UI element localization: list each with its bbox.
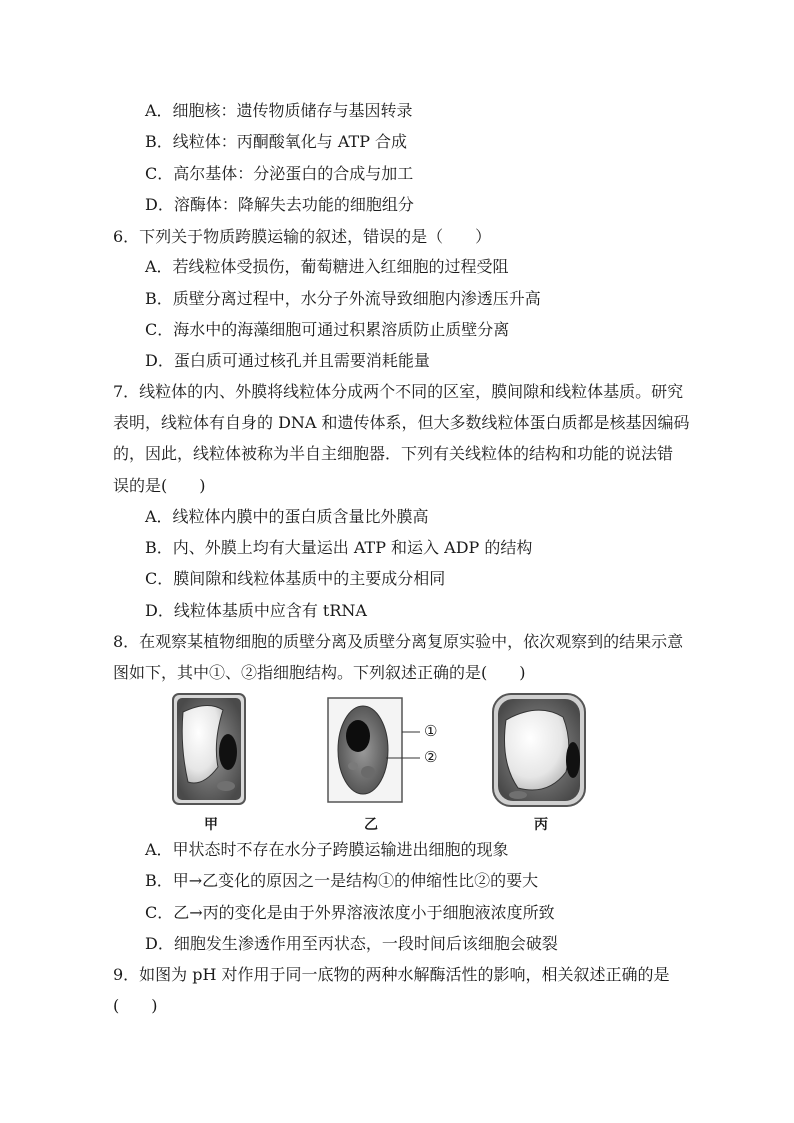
q7-stem-line-3: 的，因此，线粒体被称为半自主细胞器．下列有关线粒体的结构和功能的说法错 [113,444,674,463]
marker-2: ② [424,748,438,766]
q8-option-d: D．细胞发生渗透作用至丙状态，一段时间后该细胞会破裂 [145,934,558,953]
cell-bing [493,694,585,806]
q8-option-c: C．乙→丙的变化是由于外界溶液浓度小于细胞液浓度所致 [145,903,555,922]
marker-1: ① [424,722,438,740]
q7-stem-line-1: 7．线粒体的内、外膜将线粒体分成两个不同的区室，膜间隙和线粒体基质。研究 [113,382,684,401]
q5-option-b: B．线粒体：丙酮酸氧化与 ATP 合成 [145,132,408,151]
plasmolysis-figure [168,692,598,832]
cell-jia [173,694,245,804]
q6-option-d: D．蛋白质可通过核孔并且需要消耗能量 [145,351,430,370]
label-yi: 乙 [364,817,378,833]
label-bing: 丙 [534,817,548,833]
q5-option-d: D．溶酶体：降解失去功能的细胞组分 [145,195,414,214]
q5-option-a: A．细胞核：遗传物质储存与基因转录 [145,101,413,120]
q8-option-b: B．甲→乙变化的原因之一是结构①的伸缩性比②的要大 [145,871,539,890]
cell-yi [328,698,420,802]
q5-option-c: C．高尔基体：分泌蛋白的合成与加工 [145,164,414,183]
q7-stem-line-2: 表明，线粒体有自身的 DNA 和遗传体系，但大多数线粒体蛋白质都是核基因编码 [113,413,690,432]
q9-stem-line-2: ( ) [113,996,158,1015]
q7-stem-line-4: 误的是( ) [113,476,206,495]
q6-option-c: C．海水中的海藻细胞可通过积累溶质防止质壁分离 [145,320,510,339]
label-jia: 甲 [204,817,218,833]
q7-option-d: D．线粒体基质中应含有 tRNA [145,601,367,620]
q8-stem-line-2: 图如下，其中①、②指细胞结构。下列叙述正确的是( ) [113,663,526,682]
plasmolysis-cells-illustration [168,692,598,812]
q6-option-a: A．若线粒体受损伤，葡萄糖进入红细胞的过程受阻 [145,257,509,276]
q7-option-c: C．膜间隙和线粒体基质中的主要成分相同 [145,569,446,588]
q6-stem: 6．下列关于物质跨膜运输的叙述，错误的是（ ） [113,227,492,246]
q8-stem-line-1: 8．在观察某植物细胞的质壁分离及质壁分离复原实验中，依次观察到的结果示意 [113,632,684,651]
q6-option-b: B．质壁分离过程中，水分子外流导致细胞内渗透压升高 [145,289,541,308]
q7-option-a: A．线粒体内膜中的蛋白质含量比外膜高 [145,507,429,526]
q9-stem-line-1: 9．如图为 pH 对作用于同一底物的两种水解酶活性的影响，相关叙述正确的是 [113,965,670,984]
q7-option-b: B．内、外膜上均有大量运出 ATP 和运入 ADP 的结构 [145,538,533,557]
q8-option-a: A．甲状态时不存在水分子跨膜运输进出细胞的现象 [145,840,509,859]
